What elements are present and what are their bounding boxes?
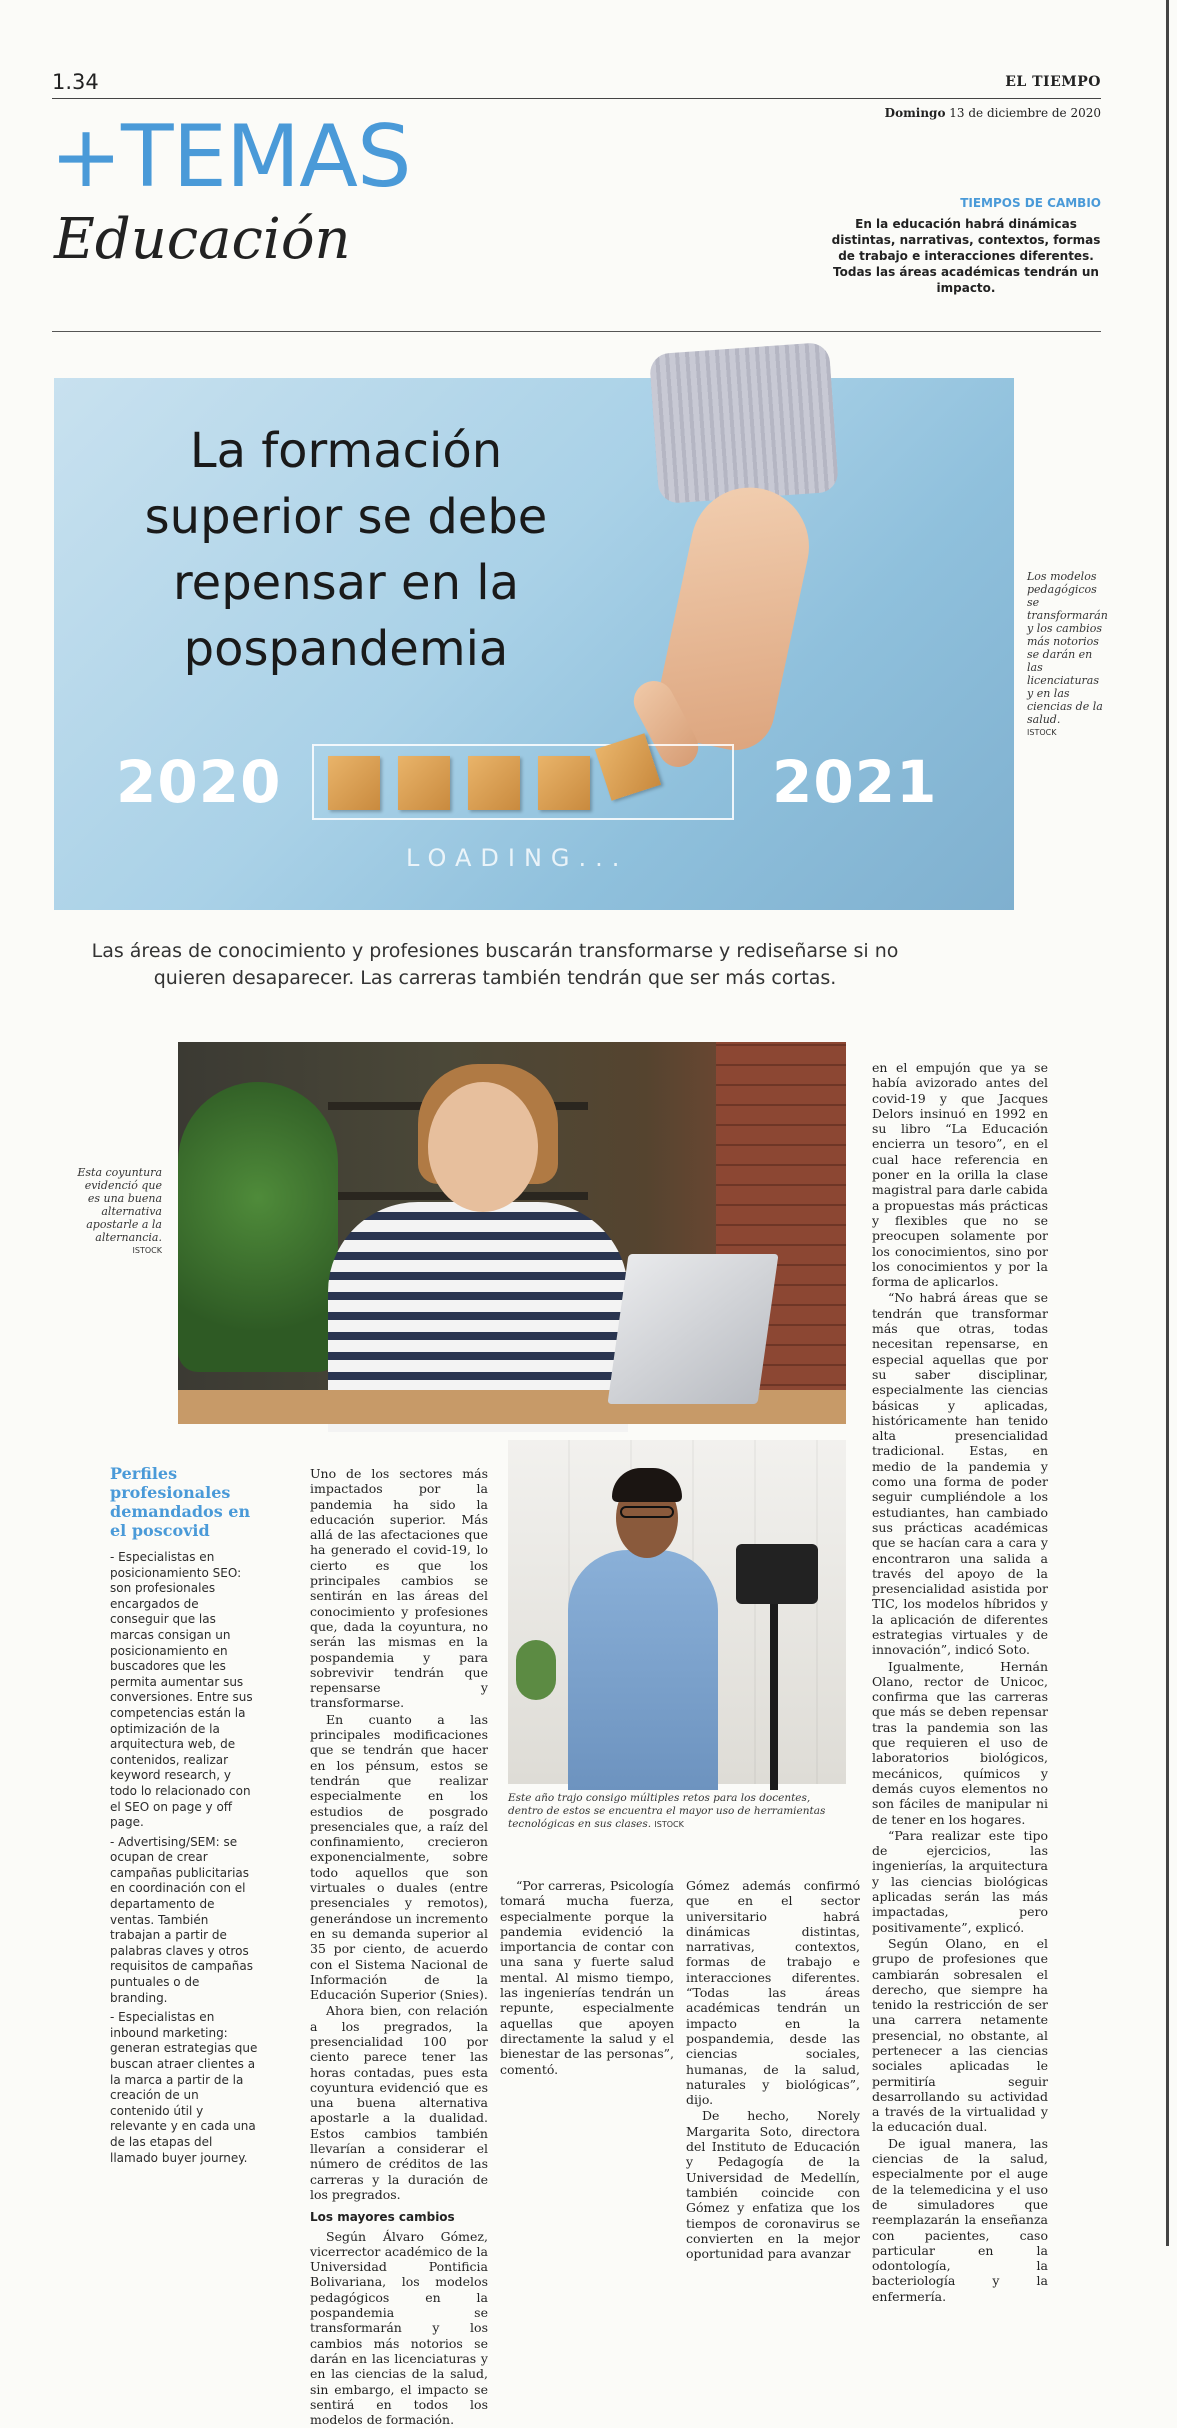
sweater-sleeve (649, 342, 839, 504)
kicker-label: TIEMPOS DE CAMBIO (960, 196, 1101, 210)
teacher-photo-credit: ISTOCK (654, 1820, 684, 1829)
paragraph: Según Olano, en el grupo de profesiones que cambiarán sobresalen el derecho, que siempre ha tenido la restricción de ser una carrera netamente presencial, no obstante, al pertenecer a las ciencias sociales aplicadas le permitiría seguir desarrollando su actividad a través de la virtualidad y la educación dual. (872, 1935, 1048, 2135)
teacher-photo-caption (508, 1792, 848, 1831)
header-divider (52, 331, 1101, 332)
sidebar-body (110, 1550, 260, 2170)
student-photo-credit: ISTOCK (132, 1246, 162, 1255)
paragraph: Gómez además confirmó que en el sector universitario habrá dinámicas distintas, narrativas, contextos, formas de trabajo e interacciones diferentes. “Todas las áreas académicas tendrán un impacto en la pospandemia, desde las ciencias sociales, humanas, de la salud, naturales y biológicas”, dijo. (686, 1878, 860, 2108)
tripod (770, 1600, 778, 1790)
top-divider (52, 98, 1101, 99)
subheading: Los mayores cambios (310, 2210, 455, 2225)
paragraph: En cuanto a las principales modificaciones que se tendrán que hacer en los pénsum, estos se tendrán que realizar especialmente en los estudios de posgrado presenciales que, a raíz del confinamiento, crecieron exponencialmente, sobre todo aquellos que son virtuales o duales (entre presenciales y remotos), generándose un incremento en su demanda superior al 35 por ciento, de acuerdo con el Sistema Nacional de Información de la Educación Superior (Snies). (310, 1711, 488, 2003)
wooden-block (538, 756, 590, 810)
paragraph: Según Álvaro Gómez, vicerrector académico de la Universidad Pontificia Bolivariana, los modelos pedagógicos en la pospandemia se transformarán y los cambios más notorios se darán en las licenciaturas y en las ciencias de la salud, sin embargo, el impacto se sentirá en todos los modelos de formación. (310, 2228, 488, 2428)
kicker-summary: En la educación habrá dinámicas distintas, narrativas, contextos, formas de trabajo e interacciones diferentes. Todas las áreas académicas tendrán un impacto. (831, 217, 1101, 295)
article-lead: Las áreas de conocimiento y profesiones buscarán transformarse y rediseñarse si no quieren desaparecer. Las carreras también tendrán que ser más cortas. (91, 940, 899, 989)
paragraph: en el empujón que ya se había avizorado antes del covid-19 y que Jacques Delors insinuó en 1992 en su libro “La Educación encierra un tesoro”, en el cual hace referencia en poner en la orilla la clase magistral para darle cabida a propuestas más prácticas y flexibles que no se preocupen solamente por los conocimientos, sino por los conocimientos y por la forma de aplicarlos. (872, 1060, 1048, 1290)
wooden-block (468, 756, 520, 810)
scan-edge (1166, 0, 1169, 2246)
sidebar-item: - Especialistas en posicionamiento SEO: son profesionales encargados de conseguir que las marcas consigan un posicionamiento en buscadores que les permita aumentar sus conversiones. Entre sus competencias están la optimización de la arquitectura web, de contenidos, realizar keyword research, y todo lo relacionado con el SEO on page y off page. (110, 1550, 253, 1830)
student-face (428, 1082, 538, 1212)
teacher-photo (508, 1440, 846, 1784)
paragraph: Ahora bien, con relación a los pregrados, la presencialidad 100 por ciento parece tener las horas contadas, pues esta coyuntura evidenció que es una buena alternativa apostarle a la dualidad. Estos cambios también llevarían a considerar el número de créditos de las carreras y la duración de los pregrados. (310, 2003, 488, 2202)
paragraph: De hecho, Norely Margarita Soto, directora del Instituto de Educación y Pedagogía de la Universidad de Medellín, también coincide con Gómez y enfatiza que los tiempos de coronavirus se convierten en la mejor oportunidad para avanzar (686, 2108, 860, 2262)
sidebar-item: - Especialistas en inbound marketing: generan estrategias que buscan atraer clientes a la marca a partir de la creación de un contenido útil y relevante y en cada una de las etapas del llamado buyer journey. (110, 2010, 258, 2165)
hero-credit: ISTOCK (1027, 728, 1057, 737)
paragraph: “Para realizar este tipo de ejercicios, las ingenierías, la arquitectura y las ciencias biológicas aplicadas serán las más impactadas, pero positivamente”, explicó. (872, 1827, 1048, 1935)
camera (736, 1544, 818, 1604)
page-number: 1.34 (52, 70, 99, 94)
paragraph: “No habrá áreas que se tendrán que transformar más que otras, todas necesitan repensarse, en especial aquellas que por su saber disciplinar, especialmente las ciencias básicas y aplicadas, históricamente han tenido alta presencialidad tradicional. Estas, en medio de la pandemia y como una forma de poder seguir cumpliéndole a los estudiantes, han cambiado sus prácticas académicas que se hacían cara a cara y encontraron una salida a través del apoyo de la presencialidad asistida por TIC, los modelos híbridos y la aplicación de diferentes estrategias virtuales y de innovación”, indicó Soto. (872, 1290, 1048, 1658)
issue-date-text: 13 de diciembre de 2020 (949, 106, 1101, 120)
issue-date (885, 106, 1101, 120)
laptop (607, 1254, 778, 1404)
hero-image (54, 378, 1014, 910)
paragraph: “Por carreras, Psicología tomará mucha fuerza, especialmente porque la pandemia evidenció la importancia de contar con una sana y fuerte salud mental. Al mismo tiempo, las ingenierías tendrán un repunte, especialmente aquellas que apoyen directamente la salud y el bienestar de las personas”, comentó. (500, 1878, 674, 2077)
paragraph: Uno de los sectores más impactados por la pandemia ha sido la educación superior. Más allá de las afectaciones que ha generado el covid-19, lo cierto es que los principales cambios se sentirán en las áreas del conocimiento y profesiones que, dada la coyuntura, no serán las mismas en la pospandemia y para sobrevivir tendrán que repensarse y transformarse. (310, 1466, 488, 1711)
plant (516, 1640, 556, 1700)
hero-caption (1027, 570, 1107, 739)
year-start: 2020 (116, 748, 282, 816)
paragraph: De igual manera, las ciencias de la salud, especialmente por el auge de la telemedicina y el uso de simuladores que reemplazarán la enseñanza con pacientes, caso particular en la odontología, la bacteriología y la enfermería. (872, 2135, 1048, 2304)
paragraph: Igualmente, Hernán Olano, rector de Unicoc, confirma que las carreras que más se deben repensar tras la pandemia son las que requieren el uso de laboratorios biológicos, mecánicos, químicos y demás cuyos elementos no son fáciles de manipular ni de tener en los hogares. (872, 1658, 1048, 1827)
article-column-1 (310, 1466, 488, 2428)
wooden-block (328, 756, 380, 810)
section-name: Educación (54, 207, 351, 272)
student-photo-caption (72, 1166, 162, 1257)
sidebar-item: - Advertising/SEM: se ocupan de crear campañas publicitarias en coordinación con el departamento de ventas. También trabajan a partir de palabras claves y otros requisitos de campañas puntuales o de branding. (110, 1834, 253, 2005)
hero-title: La formación superior se debe repensar en la pospandemia (144, 423, 548, 677)
hero-caption-text: Los modelos pedagógicos se transformarán y los cambios más notorios se darán en las licenciaturas y en las ciencias de la salud. (1027, 570, 1108, 726)
article-column-2 (500, 1878, 674, 2078)
sidebar-title: Perfiles profesionales demandados en el poscovid (110, 1464, 251, 1540)
section-temas: +TEMAS (50, 107, 411, 207)
newspaper-name: EL TIEMPO (1005, 74, 1101, 90)
denim-shirt (568, 1550, 718, 1790)
year-end: 2021 (772, 748, 938, 816)
glasses (620, 1506, 674, 1518)
article-column-3 (686, 1878, 860, 2262)
loading-text: LOADING... (406, 844, 629, 872)
plant (178, 1082, 338, 1372)
student-photo (178, 1042, 846, 1424)
student-caption-text: Esta coyuntura evidenció que es una buena alternativa apostarle a la alternancia. (77, 1166, 162, 1244)
wooden-block (398, 756, 450, 810)
teacher-caption-text: Este año trajo consigo múltiples retos para los docentes, dentro de estos se encuentra el mayor uso de herramientas tecnológicas en sus clases. (508, 1792, 826, 1830)
issue-day: Domingo (884, 106, 946, 120)
article-column-4 (872, 1060, 1048, 2305)
